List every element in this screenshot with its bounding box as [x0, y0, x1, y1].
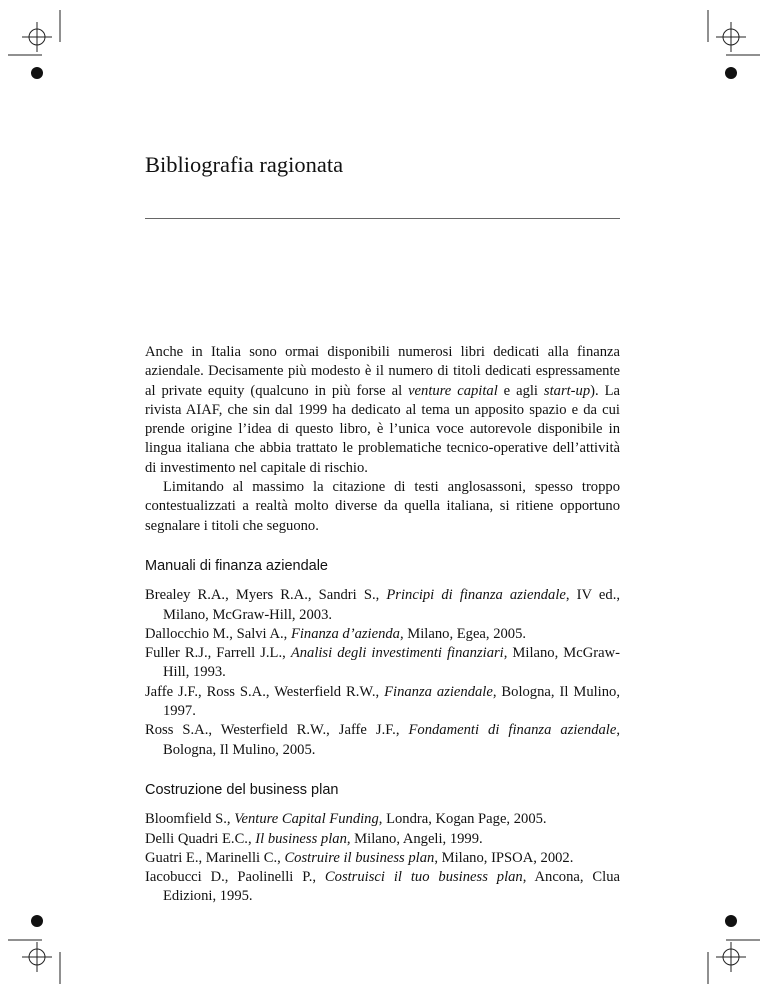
reference-entry: [145, 721, 620, 760]
reference-entry: [145, 810, 620, 829]
registration-dot-bottom-left: [31, 915, 43, 927]
reference-title: Venture Capital Funding: [234, 811, 379, 828]
registration-mark-top-right: [716, 22, 746, 52]
reference-entry: [145, 625, 620, 644]
reference-publication: , Londra, Kogan Page, 2005.: [378, 811, 547, 828]
intro-paragraph-1: [145, 343, 620, 478]
reference-authors: Guatri E., Marinelli C.,: [145, 849, 285, 866]
reference-authors: Fuller R.J., Farrell J.L.,: [145, 645, 291, 662]
bibliography-sections: [145, 557, 620, 907]
reference-authors: Iacobucci D., Paolinelli P.,: [145, 869, 325, 886]
intro-text-a: Anche in Italia sono ormai disponibili numerosi libri dedicati alla finanza aziendale. Decisamente più modesto è il numero di titoli dedicati espressamente al private equity (qualcuno in più forse al: [145, 344, 620, 399]
registration-mark-bottom-left: [22, 942, 52, 972]
reference-authors: Ross S.A., Westerfield R.W., Jaffe J.F.,: [145, 722, 409, 739]
reference-publication: , IV ed., Milano, McGraw-Hill, 2003.: [163, 587, 620, 623]
intro-text-c: ). La rivista AIAF, che sin dal 1999 ha dedicato al tema un apposito spazio e da cui prende origine l’idea di questo libro, è l’unica voce autorevole disponibile in lingua italiana che abbia trattato le problematiche tecnico-operative dell’attività di investimento nel capitale di rischio.: [145, 382, 620, 476]
reference-title: Costruisci il tuo business plan: [324, 869, 523, 886]
reference-entry: [145, 644, 620, 683]
intro-emphasis-venture-capital: venture capital: [408, 382, 498, 399]
registration-dot-top-left: [31, 67, 43, 79]
reference-authors: Bloomfield S.,: [145, 811, 235, 828]
reference-title: Finanza aziendale: [384, 683, 493, 700]
intro-paragraph-2: Limitando al massimo la citazione di testi anglosassoni, spesso troppo contestualizzati a realtà molto diverse da quella italiana, si ritiene opportuno segnalare i titoli che seguono.: [145, 479, 620, 534]
reference-publication: , Milano, Angeli, 1999.: [346, 830, 483, 847]
reference-publication: , Bologna, Il Mulino, 2005.: [163, 722, 620, 758]
reference-title: Costruire il business plan: [284, 849, 435, 866]
registration-dot-bottom-right: [725, 915, 737, 927]
registration-dot-top-right: [725, 67, 737, 79]
reference-entry: [145, 830, 620, 849]
section-heading: Manuali di finanza aziendale: [145, 557, 328, 574]
page-title: Bibliografia ragionata: [145, 152, 344, 177]
reference-entry: [145, 683, 620, 722]
reference-entry: [145, 586, 620, 625]
reference-title: Principi di finanza aziendale: [386, 587, 566, 604]
reference-publication: , Bologna, Il Mulino, 1997.: [163, 683, 620, 720]
reference-authors: Brealey R.A., Myers R.A., Sandri S.,: [145, 587, 387, 604]
section-heading: Costruzione del business plan: [145, 781, 339, 798]
reference-publication: , Milano, Egea, 2005.: [399, 625, 527, 642]
reference-entry: [145, 868, 620, 907]
document-body: [145, 343, 620, 907]
reference-publication: , Milano, McGraw-Hill, 1993.: [163, 645, 620, 681]
intro-text-b: e agli: [497, 382, 544, 399]
reference-title: Fondamenti di finanza aziendale: [408, 722, 617, 739]
reference-publication: , Ancona, Clua Edizioni, 1995.: [163, 869, 620, 905]
reference-authors: Jaffe J.F., Ross S.A., Westerfield R.W.,: [145, 683, 385, 700]
intro-emphasis-start-up: start-up: [543, 382, 591, 399]
reference-authors: Dallocchio M., Salvi A.,: [145, 625, 291, 642]
reference-publication: , Milano, IPSOA, 2002.: [434, 849, 574, 866]
reference-title: Il business plan: [255, 830, 347, 847]
reference-title: Analisi degli investimenti finanziari: [290, 645, 504, 662]
registration-mark-top-left: [22, 22, 52, 52]
reference-entry: [145, 849, 620, 868]
reference-title: Finanza d’azienda: [290, 625, 400, 642]
reference-authors: Delli Quadri E.C.,: [145, 830, 256, 847]
registration-mark-bottom-right: [716, 942, 746, 972]
title-rule: [145, 218, 620, 219]
